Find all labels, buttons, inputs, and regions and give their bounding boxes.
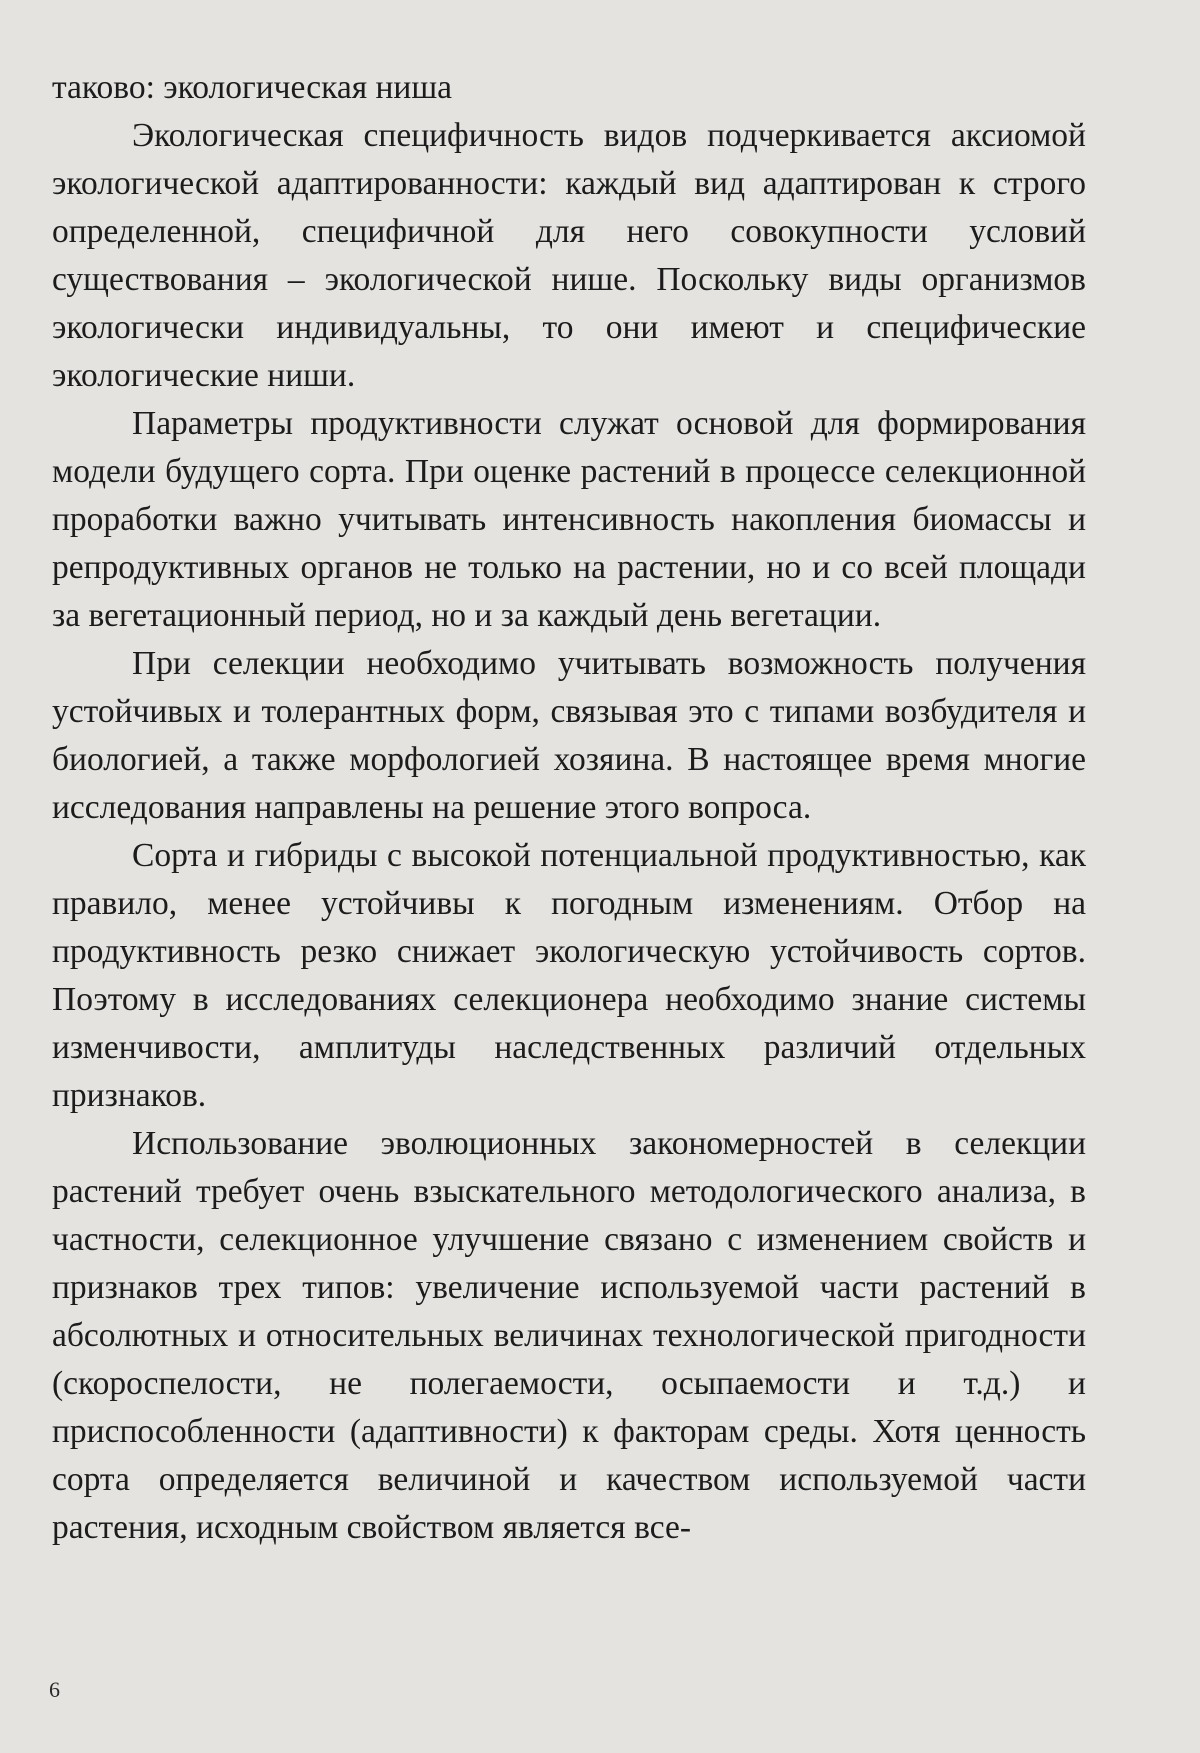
paragraph: Использование эволюционных закономерностей в селекции растений требует очень взыскательного методологического анализа, в частности, селекционное улучшение связано с изменением свойств и признаков трех типов: увеличение используемой части растений в абсолютных и относительных величинах технологической пригодности (скороспелости, не полегаемости, осыпаемости и т.д.) и приспособленности (адаптивности) к факторам среды. Хотя ценность сорта определяется величиной и качеством используемой части растения, исходным свойством является все- bbox=[52, 1125, 1086, 1546]
paragraph: При селекции необходимо учитывать возможность получения устойчивых и толерантных форм, связывая это с типами возбудителя и биологией, а также морфологией хозяина. В настоящее время многие исследования направлены на решение этого вопроса. bbox=[52, 645, 1086, 826]
page-number: 6 bbox=[49, 1677, 60, 1702]
paragraph: Экологическая специфичность видов подчеркивается аксиомой экологической адаптированности: каждый вид адаптирован к строго определенной, специфичной для него совокупности условий существования – экологической нише. Поскольку виды организмов экологически индивидуальны, то они имеют и специфические экологические ниши. bbox=[52, 117, 1086, 394]
paragraph: Сорта и гибриды с высокой потенциальной продуктивностью, как правило, менее устойчивы к погодным изменениям. Отбор на продуктивность резко снижает экологическую устойчивость сортов. Поэтому в исследованиях селекционера необходимо знание системы изменчивости, амплитуды наследственных различий отдельных признаков. bbox=[52, 837, 1086, 1114]
page-body-text bbox=[52, 64, 1086, 1552]
paragraph: Параметры продуктивности служат основой для формирования модели будущего сорта. При оценке растений в процессе селекционной проработки важно учитывать интенсивность накопления биомассы и репродуктивных органов не только на растении, но и со всей площади за вегетационный период, но и за каждый день вегетации. bbox=[52, 405, 1086, 634]
continuation-line: таково: экологическая ниша bbox=[52, 69, 453, 106]
